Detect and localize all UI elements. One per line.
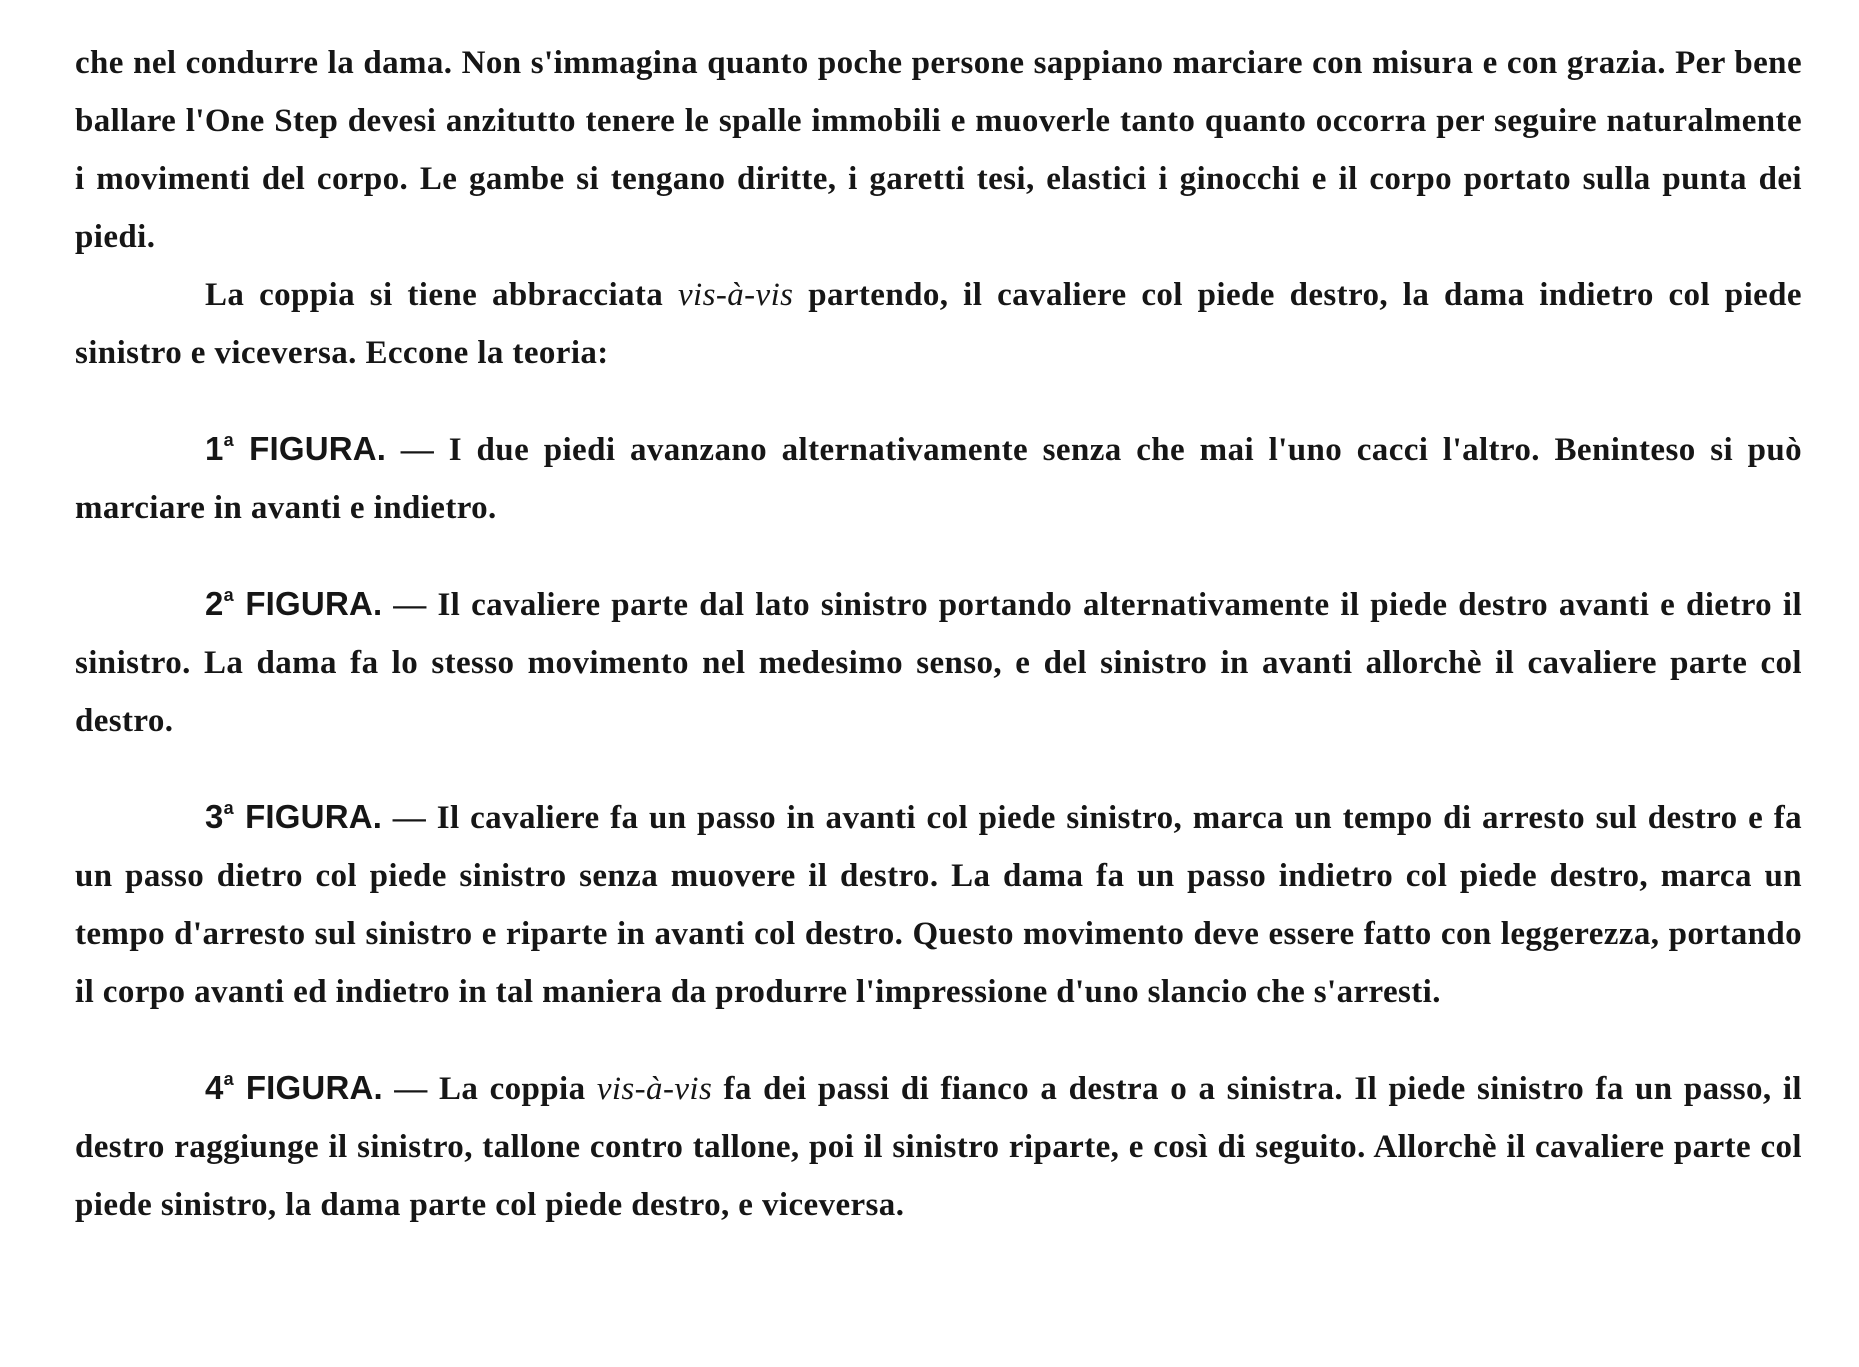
document-page — [75, 34, 1802, 1234]
figure-4-vis-a-vis-italic: vis-à-vis — [596, 1071, 713, 1107]
intro-paragraph-1-text: che nel condurre la dama. Non s'immagina quanto poche persone sappiano marciare con misura e con grazia. Per bene ballare l'One Step devesi anzitutto tenere le spalle immobili e muoverle tanto quanto occorra per seguire naturalmente i movimenti del corpo. Le gambe si tengano diritte, i garetti tesi, elastici i ginocchi e il corpo portato sulla punta dei piedi. — [75, 45, 1802, 255]
figure-1-ordinal: a — [223, 430, 234, 450]
figure-2-paragraph — [75, 575, 1802, 750]
figure-2-dash: — — [382, 587, 438, 623]
figure-2-label: FIGURA. — [245, 585, 383, 622]
intro-paragraph-1 — [75, 34, 1802, 266]
figure-3-heading — [205, 798, 382, 835]
figure-4-dash: — — [382, 1071, 439, 1107]
figure-1-dash: — — [386, 432, 449, 468]
figure-1-number: 1 — [205, 430, 224, 467]
figure-4-heading — [205, 1069, 383, 1106]
intro-paragraph-2-text-before: La coppia si tiene abbracciata — [205, 277, 678, 313]
figure-1-text: I due piedi avanzano alternativamente senza che mai l'uno cacci l'altro. Beninteso si può marciare in avanti e indietro. — [75, 432, 1803, 526]
figure-3-number: 3 — [205, 798, 224, 835]
figure-3-text: Il cavaliere fa un passo in avanti col piede sinistro, marca un tempo di arresto sul destro e fa un passo dietro col piede sinistro senza muovere il destro. La dama fa un passo indietro col piede destro, marca un tempo d'arresto sul sinistro e riparte in avanti col destro. Questo movimento deve essere fatto con leggerezza, portando il corpo avanti ed indietro in tal maniera da produrre l'impressione d'uno slancio che s'arresti. — [75, 800, 1802, 1010]
figure-4-text-before: La coppia — [438, 1071, 597, 1107]
intro-paragraph-2 — [75, 266, 1802, 382]
figure-2-text: Il cavaliere parte dal lato sinistro portando alternativamente il piede destro avanti e dietro il sinistro. La dama fa lo stesso movimento nel medesimo senso, e del sinistro in avanti allorchè il cavaliere parte col destro. — [75, 587, 1803, 739]
figure-4-number: 4 — [205, 1069, 224, 1106]
figure-2-heading — [205, 585, 382, 622]
figure-2-number: 2 — [205, 585, 224, 622]
figure-4-label: FIGURA. — [245, 1069, 383, 1106]
figure-4-text-after: fa dei passi di fianco a destra o a sinistra. Il piede sinistro fa un passo, il destro raggiunge il sinistro, tallone contro tallone, poi il sinistro riparte, e così di seguito. Allorchè il cavaliere parte col piede sinistro, la dama parte col piede destro, e viceversa. — [75, 1071, 1803, 1223]
figure-3-label: FIGURA. — [245, 798, 383, 835]
figure-4-paragraph — [75, 1059, 1802, 1234]
figure-1-heading — [205, 430, 386, 467]
figure-2-ordinal: a — [223, 585, 234, 605]
figure-3-paragraph — [75, 788, 1802, 1021]
vis-a-vis-italic: vis-à-vis — [678, 277, 794, 313]
figure-3-ordinal: a — [223, 798, 234, 818]
figure-1-paragraph — [75, 420, 1802, 537]
figure-4-ordinal: a — [223, 1069, 234, 1089]
figure-1-label: FIGURA. — [249, 430, 387, 467]
intro-paragraph-2-text-after: partendo, il cavaliere col piede destro, la dama indietro col piede sinistro e viceversa. Eccone la teoria: — [75, 277, 1802, 371]
figure-3-dash: — — [382, 800, 437, 836]
